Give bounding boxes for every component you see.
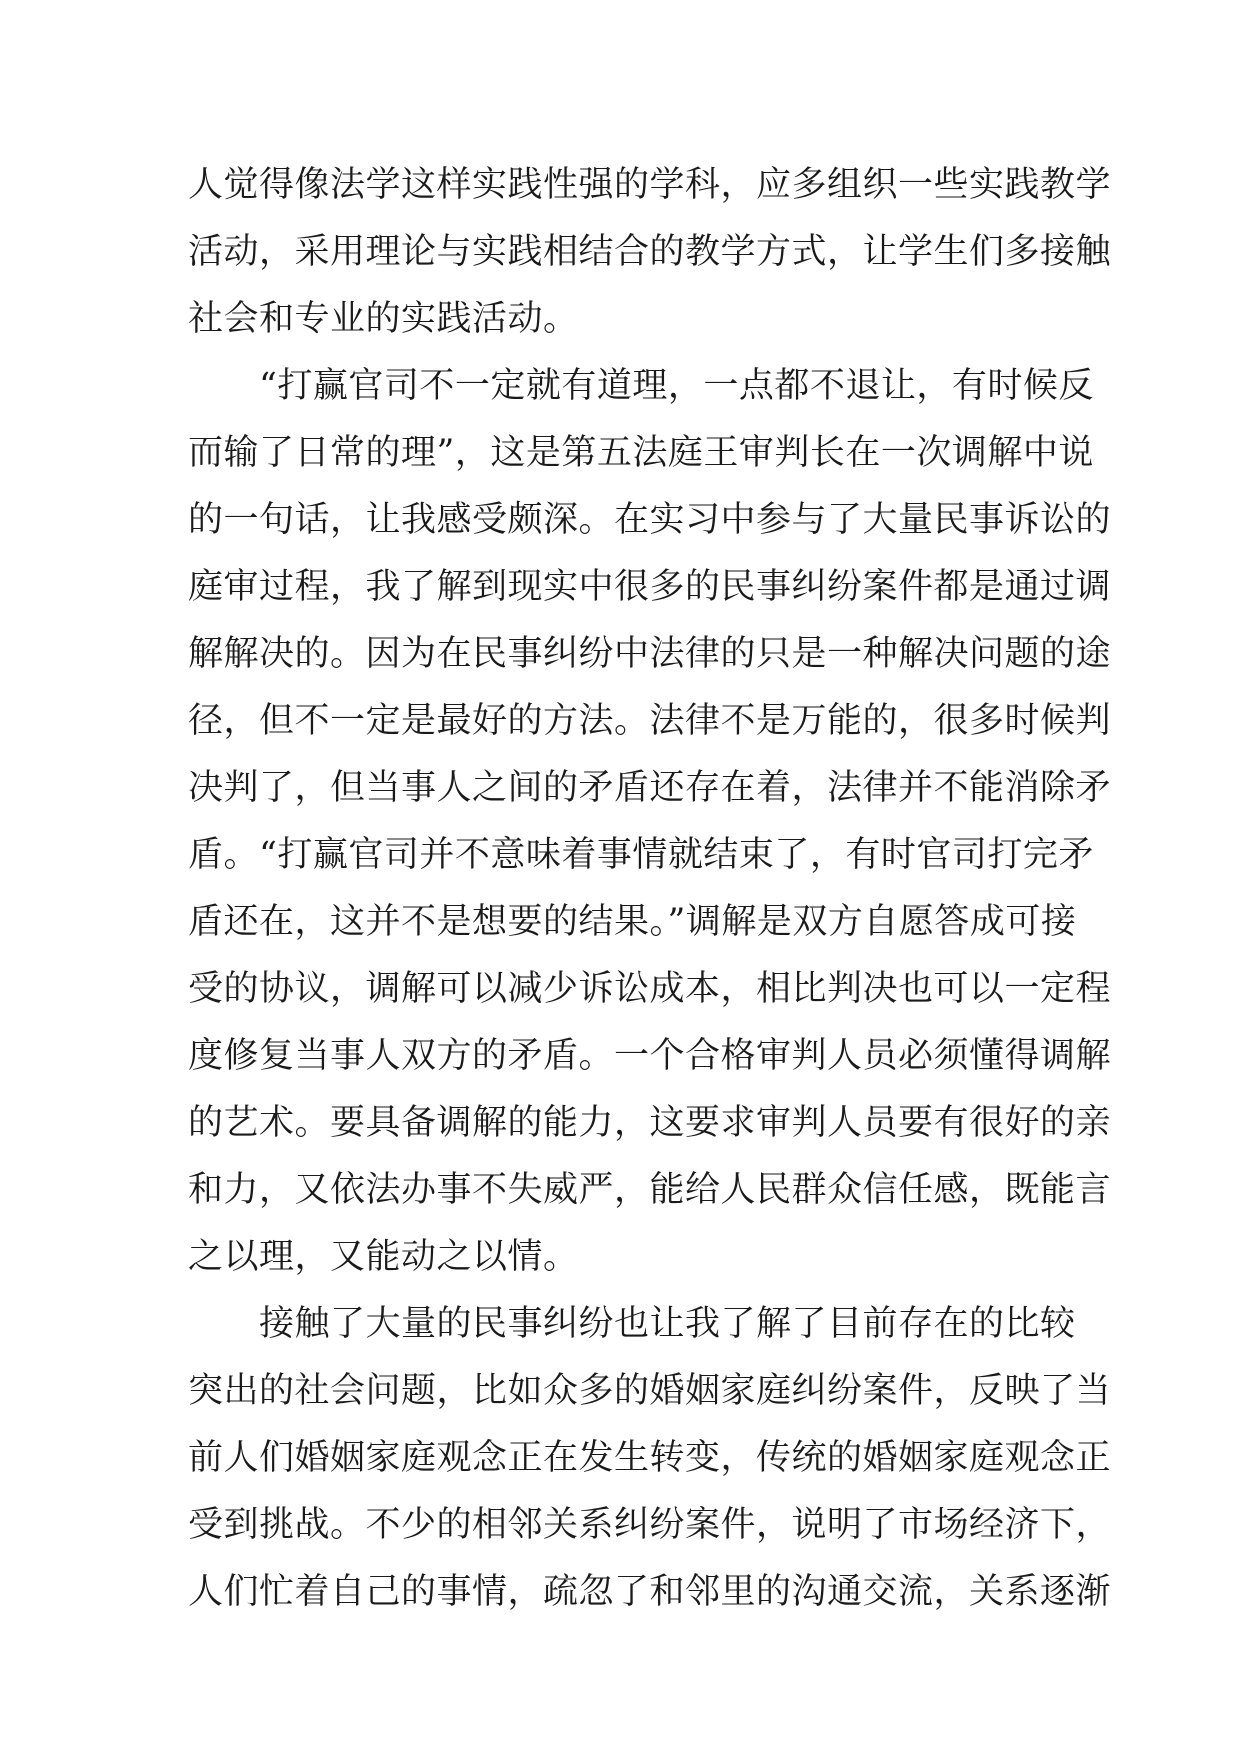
text-line: 接触了大量的民事纠纷也让我了解了目前存在的比较: [259, 1304, 1076, 1344]
text-line: 盾。“打赢官司并不意味着事情就结束了，有时官司打完矛: [188, 835, 1094, 875]
text-line: 盾还在，这并不是想要的结果。”调解是双方自愿答成可接: [188, 902, 1077, 942]
text-line: 的一句话，让我感受颇深。在实习中参与了大量民事诉讼的: [188, 500, 1112, 540]
text-line: 决判了，但当事人之间的矛盾还存在着，法律并不能消除矛: [188, 768, 1112, 808]
text-line: “打赢官司不一定就有道理，一点都不退让，有时候反: [259, 366, 1094, 406]
text-line: 径，但不一定是最好的方法。法律不是万能的，很多时候判: [188, 701, 1112, 741]
body-text: [188, 152, 1112, 1626]
paragraph-3: [188, 1291, 1112, 1626]
text-line: 度修复当事人双方的矛盾。一个合格审判人员必须懂得调解: [188, 1036, 1112, 1076]
text-line: 人们忙着自己的事情，疏忽了和邻里的沟通交流，关系逐渐: [188, 1572, 1112, 1612]
text-line: 突出的社会问题，比如众多的婚姻家庭纠纷案件，反映了当: [188, 1371, 1112, 1411]
text-line: 解解决的。因为在民事纠纷中法律的只是一种解决问题的途: [188, 634, 1112, 674]
text-line: 而输了日常的理”，这是第五法庭王审判长在一次调解中说: [188, 433, 1094, 473]
text-line: 前人们婚姻家庭观念正在发生转变，传统的婚姻家庭观念正: [188, 1438, 1112, 1478]
text-line: 活动，采用理论与实践相结合的教学方式，让学生们多接触: [188, 232, 1112, 272]
text-line: 社会和专业的实践活动。: [188, 299, 579, 339]
text-line: 庭审过程，我了解到现实中很多的民事纠纷案件都是通过调: [188, 567, 1112, 607]
text-line: 受到挑战。不少的相邻关系纠纷案件，说明了市场经济下，: [188, 1505, 1112, 1545]
text-line: 的艺术。要具备调解的能力，这要求审判人员要有很好的亲: [188, 1103, 1112, 1143]
text-line: 和力，又依法办事不失威严，能给人民群众信任感，既能言: [188, 1170, 1112, 1210]
text-line: 之以理，又能动之以情。: [188, 1237, 579, 1277]
text-line: 人觉得像法学这样实践性强的学科，应多组织一些实践教学: [188, 165, 1112, 205]
paragraph-2: [188, 353, 1112, 1291]
paragraph-1: [188, 152, 1112, 353]
text-line: 受的协议，调解可以减少诉讼成本，相比判决也可以一定程: [188, 969, 1112, 1009]
